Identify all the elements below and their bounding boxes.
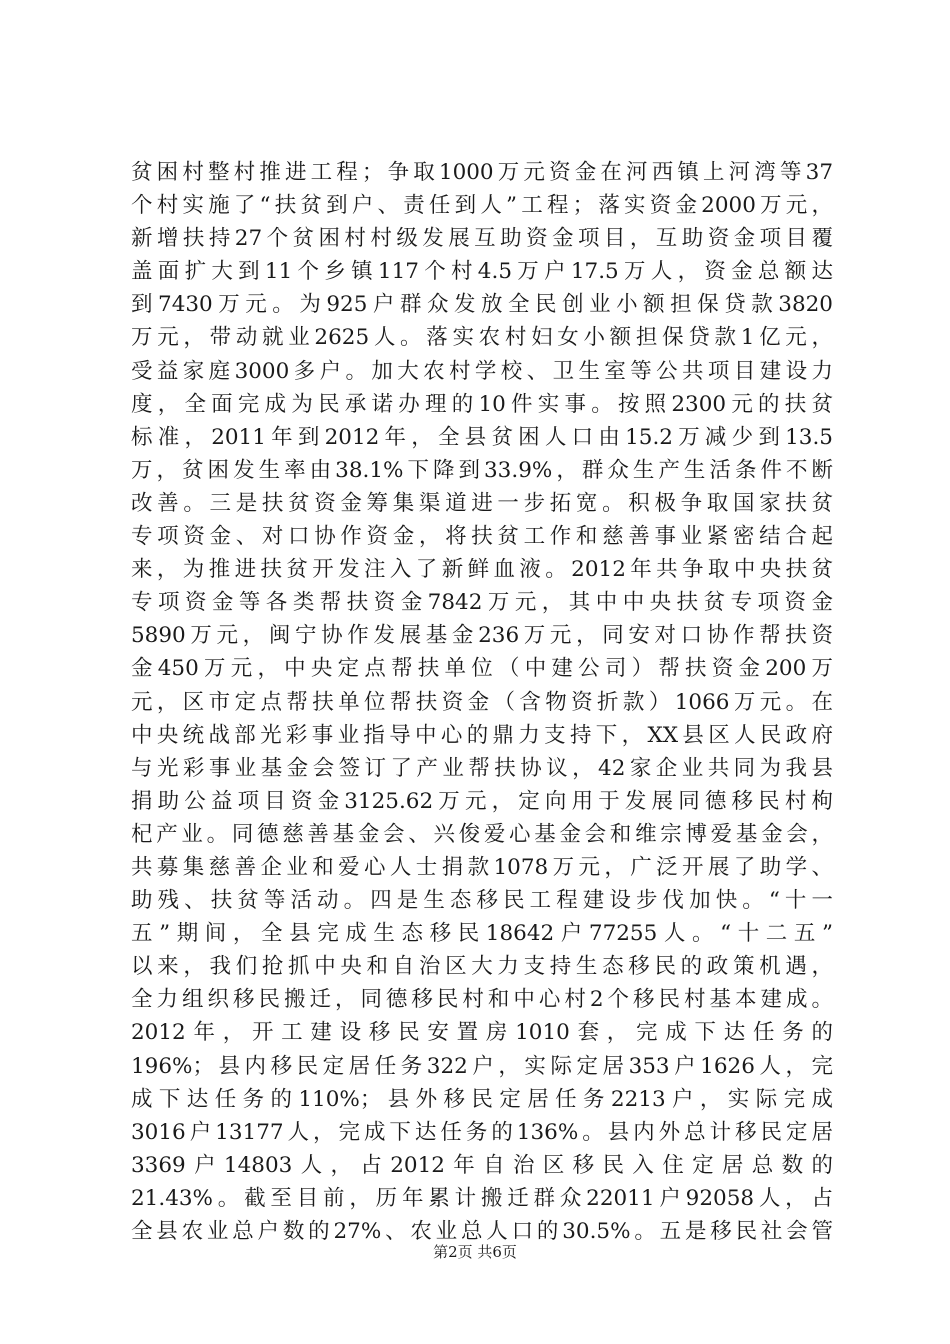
text-line: 来，为推进扶贫开发注入了新鲜血液。2012年共争取中央扶贫 <box>131 557 833 583</box>
text-line: 新增扶持27个贫困村村级发展互助资金项目，互助资金项目覆 <box>131 226 833 252</box>
text-line: 21.43%。截至目前，历年累计搬迁群众22011户92058人，占 <box>131 1185 833 1211</box>
text-line: 到7430万元。为925户群众发放全民创业小额担保贷款3820 <box>131 292 833 318</box>
text-line: 专项资金等各类帮扶资金7842万元，其中中央扶贫专项资金 <box>131 590 833 616</box>
text-line: 3369户14803人，占2012年自治区移民入住定居总数的 <box>131 1152 833 1178</box>
text-line: 捐助公益项目资金3125.62万元，定向用于发展同德移民村枸 <box>131 788 833 814</box>
document-body <box>131 156 833 1248</box>
text-line: 196%；县内移民定居任务322户，实际定居353户1626人，完 <box>131 1053 833 1079</box>
text-line: 成下达任务的110%；县外移民定居任务2213户，实际完成 <box>131 1086 833 1112</box>
text-line: 万，贫困发生率由38.1%下降到33.9%，群众生产生活条件不断 <box>131 457 833 483</box>
text-line: 中央统战部光彩事业指导中心的鼎力支持下，XX县区人民政府 <box>131 722 833 748</box>
text-line: 专项资金、对口协作资金，将扶贫工作和慈善事业紧密结合起 <box>131 524 833 550</box>
text-line: 3016户13177人，完成下达任务的136%。县内外总计移民定居 <box>131 1119 833 1145</box>
text-line: 金450万元，中央定点帮扶单位（中建公司）帮扶资金200万 <box>131 656 833 682</box>
text-line: 个村实施了“扶贫到户、责任到人”工程；落实资金2000万元， <box>131 193 833 219</box>
page-number: 第2页 共6页 <box>433 1243 517 1261</box>
text-line: 标准，2011年到2012年，全县贫困人口由15.2万减少到13.5 <box>131 424 833 450</box>
text-line: 盖面扩大到11个乡镇117个村4.5万户17.5万人，资金总额达 <box>131 259 833 285</box>
text-line: 受益家庭3000多户。加大农村学校、卫生室等公共项目建设力 <box>131 358 833 384</box>
text-line: 元，区市定点帮扶单位帮扶资金（含物资折款）1066万元。在 <box>131 689 833 715</box>
text-line: 度，全面完成为民承诺办理的10件实事。按照2300元的扶贫 <box>131 391 833 417</box>
text-line: 2012年，开工建设移民安置房1010套，完成下达任务的 <box>131 1020 833 1046</box>
text-line: 以来，我们抢抓中央和自治区大力支持生态移民的政策机遇， <box>131 954 833 980</box>
text-line: 杞产业。同德慈善基金会、兴俊爱心基金会和维宗博爱基金会， <box>131 821 833 847</box>
text-line: 共募集慈善企业和爱心人士捐款1078万元，广泛开展了助学、 <box>131 854 833 880</box>
text-line: 全县农业总户数的27%、农业总人口的30.5%。五是移民社会管 <box>131 1219 833 1244</box>
text-line: 全力组织移民搬迁，同德移民村和中心村2个移民村基本建成。 <box>131 987 833 1013</box>
text-line: 万元，带动就业2625人。落实农村妇女小额担保贷款1亿元， <box>131 325 833 351</box>
text-line: 与光彩事业基金会签订了产业帮扶协议，42家企业共同为我县 <box>131 755 833 781</box>
text-line: 助残、扶贫等活动。四是生态移民工程建设步伐加快。“十一 <box>131 888 833 914</box>
text-line: 5890万元，闽宁协作发展基金236万元，同安对口协作帮扶资 <box>131 623 833 649</box>
text-line: 贫困村整村推进工程；争取1000万元资金在河西镇上河湾等37 <box>131 160 833 185</box>
text-line: 五”期间，全县完成生态移民18642户77255人。“十二五” <box>131 921 833 947</box>
text-line: 改善。三是扶贫资金筹集渠道进一步拓宽。积极争取国家扶贫 <box>131 490 833 516</box>
